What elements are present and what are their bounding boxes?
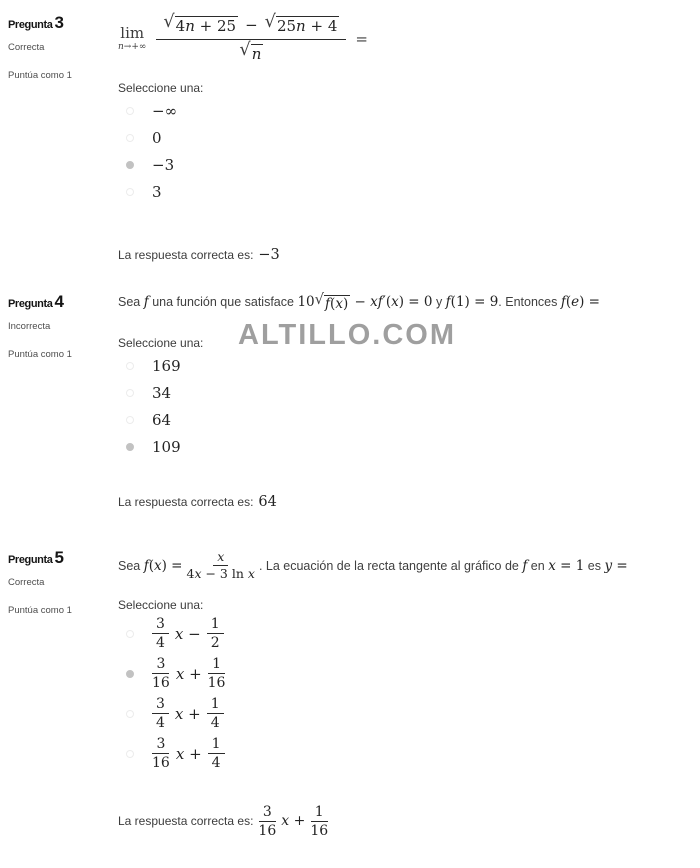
text-fragment: en — [527, 558, 549, 573]
math-fragment: f(e) = — [560, 294, 600, 310]
question-3-info — [0, 13, 118, 292]
math-fragment: x = 1 — [548, 557, 585, 574]
answer-value: −3 — [258, 247, 280, 263]
answer-prefix: La respuesta correcta es: — [118, 814, 254, 829]
option-row[interactable] — [118, 379, 700, 406]
question-label: Pregunta — [8, 298, 53, 310]
fraction: $\frac{3}{4}$ — [152, 616, 169, 651]
radicand: 25n + 4 — [276, 17, 338, 35]
math-fragment: y = — [604, 557, 628, 574]
question-label: Pregunta — [8, 554, 53, 566]
math-fragment: f(1) = 9 — [445, 294, 499, 310]
question-title — [8, 548, 118, 568]
radio-button[interactable] — [126, 750, 134, 758]
option-row[interactable] — [118, 151, 700, 178]
option-label: 34 — [152, 383, 172, 402]
option-row[interactable] — [118, 694, 700, 734]
question-5-info — [0, 548, 118, 868]
option-row[interactable] — [118, 654, 700, 694]
question-points: Puntúa como 1 — [8, 605, 72, 616]
radical-sign: √ — [163, 12, 175, 32]
option-row[interactable] — [118, 614, 700, 654]
lim-subscript: n→+∞ — [118, 42, 147, 52]
question-points: Puntúa como 1 — [8, 349, 72, 360]
sqrt-radical — [314, 291, 351, 312]
fraction: $\frac{1}{16}$ — [310, 803, 329, 839]
select-prompt: Seleccione una: — [118, 81, 204, 95]
lim-operator — [118, 26, 146, 52]
radio-button[interactable] — [126, 443, 134, 451]
text-fragment: Sea — [118, 558, 144, 573]
question-text — [118, 291, 700, 312]
option-expression — [152, 696, 224, 731]
question-3-section — [0, 13, 700, 292]
math-fragment: x + — [175, 744, 202, 763]
watermark: ALTILLO.COM — [238, 319, 456, 351]
fraction-numerator: x — [213, 550, 228, 566]
fraction — [156, 12, 346, 63]
sqrt-radical — [163, 12, 238, 35]
fraction — [187, 550, 255, 582]
math-fragment: f — [143, 294, 149, 310]
question-3-body — [118, 13, 700, 292]
fraction-denominator: 4x − 3 ln x — [186, 566, 255, 582]
sqrt-radical — [264, 12, 340, 35]
fraction: $\frac{1}{16}$ — [207, 656, 226, 692]
option-expression — [152, 656, 225, 691]
fraction: $\frac{3}{16}$ — [152, 736, 170, 772]
fraction: $\frac{1}{4}$ — [208, 736, 225, 771]
text-fragment: . La ecuación de la recta tangente al gráfico de — [258, 558, 523, 573]
option-label: 109 — [152, 437, 181, 456]
math-fragment: f(x) = — [143, 557, 183, 574]
question-4-section — [0, 292, 700, 548]
text-fragment: y — [432, 295, 446, 309]
question-text — [118, 550, 700, 582]
lim-word: lim — [120, 24, 145, 42]
options-list — [118, 352, 700, 460]
question-5-body — [118, 548, 700, 868]
fraction: $\frac{3}{4}$ — [152, 696, 169, 731]
question-4-body — [118, 292, 700, 548]
text-fragment: . Entonces — [498, 295, 561, 309]
radio-button[interactable] — [126, 710, 134, 718]
math-fragment: f — [522, 557, 528, 574]
radio-button[interactable] — [126, 188, 134, 196]
radicand: 4n + 25 — [175, 17, 237, 35]
radio-button[interactable] — [126, 389, 134, 397]
question-title — [8, 292, 118, 312]
fraction: $\frac{3}{16}$ — [152, 656, 170, 692]
question-status: Correcta — [8, 577, 45, 588]
radical-sign: √ — [314, 291, 325, 308]
math-fragment: x + — [174, 704, 201, 723]
math-fragment: − xf′(x) = 0 — [350, 294, 433, 310]
answer-value: 64 — [258, 494, 277, 510]
select-prompt: Seleccione una: — [118, 597, 204, 612]
question-title — [8, 13, 118, 33]
question-label: Pregunta — [8, 19, 53, 31]
radio-button[interactable] — [126, 107, 134, 115]
sqrt-radical — [239, 40, 263, 63]
radio-button[interactable] — [126, 670, 134, 678]
question-status: Correcta — [8, 42, 45, 53]
question-number: 4 — [54, 292, 64, 311]
radical-sign: √ — [264, 12, 276, 32]
text-fragment: una función que satisface — [148, 295, 298, 309]
radicand: n — [251, 45, 262, 63]
option-row[interactable] — [118, 97, 700, 124]
radio-button[interactable] — [126, 416, 134, 424]
option-expression — [152, 736, 225, 771]
radicand: f(x) — [325, 296, 349, 312]
question-number: 5 — [54, 548, 64, 567]
radio-button[interactable] — [126, 630, 134, 638]
radio-button[interactable] — [126, 362, 134, 370]
option-row[interactable] — [118, 352, 700, 379]
radio-button[interactable] — [126, 134, 134, 142]
options-list — [118, 97, 700, 205]
fraction: $\frac{3}{16}$ — [258, 803, 277, 839]
math-fragment: x − — [174, 624, 201, 643]
fraction: $\frac{1}{4}$ — [207, 696, 224, 731]
answer-expression — [258, 804, 328, 839]
text-fragment: es — [584, 558, 605, 573]
options-list — [118, 614, 700, 774]
question-4-info — [0, 292, 118, 548]
option-row[interactable] — [118, 433, 700, 460]
option-label: 64 — [152, 410, 172, 429]
fraction: $\frac{1}{2}$ — [207, 616, 224, 651]
question-points: Puntúa como 1 — [8, 70, 72, 81]
question-number: 3 — [54, 13, 64, 32]
radio-button[interactable] — [126, 161, 134, 169]
option-label: 169 — [152, 356, 181, 375]
math-fragment: x + — [281, 813, 306, 830]
equals-sign: = — [355, 30, 368, 48]
option-row[interactable] — [118, 406, 700, 433]
option-label: 0 — [152, 128, 162, 147]
answer-feedback — [118, 247, 700, 263]
option-label: −∞ — [152, 101, 178, 120]
select-prompt: Seleccione una: — [118, 336, 204, 350]
option-row[interactable] — [118, 734, 700, 774]
fraction-denominator — [239, 40, 263, 63]
text-fragment: Sea — [118, 295, 144, 309]
option-row[interactable] — [118, 178, 700, 205]
option-row[interactable] — [118, 124, 700, 151]
option-label: −3 — [152, 155, 175, 174]
radical-sign: √ — [239, 40, 251, 60]
answer-feedback — [118, 804, 700, 839]
answer-prefix: La respuesta correcta es: — [118, 248, 254, 262]
option-label: 3 — [152, 182, 162, 201]
answer-feedback — [118, 494, 700, 510]
question-5-section — [0, 548, 700, 868]
question-status: Incorrecta — [8, 321, 51, 332]
fraction-numerator — [156, 12, 346, 40]
minus-operator: − — [245, 16, 258, 34]
math-fragment: x + — [175, 664, 202, 683]
math-fragment: 10 — [297, 294, 315, 310]
option-expression — [152, 616, 224, 651]
limit-formula — [118, 12, 700, 63]
answer-prefix: La respuesta correcta es: — [118, 495, 254, 509]
